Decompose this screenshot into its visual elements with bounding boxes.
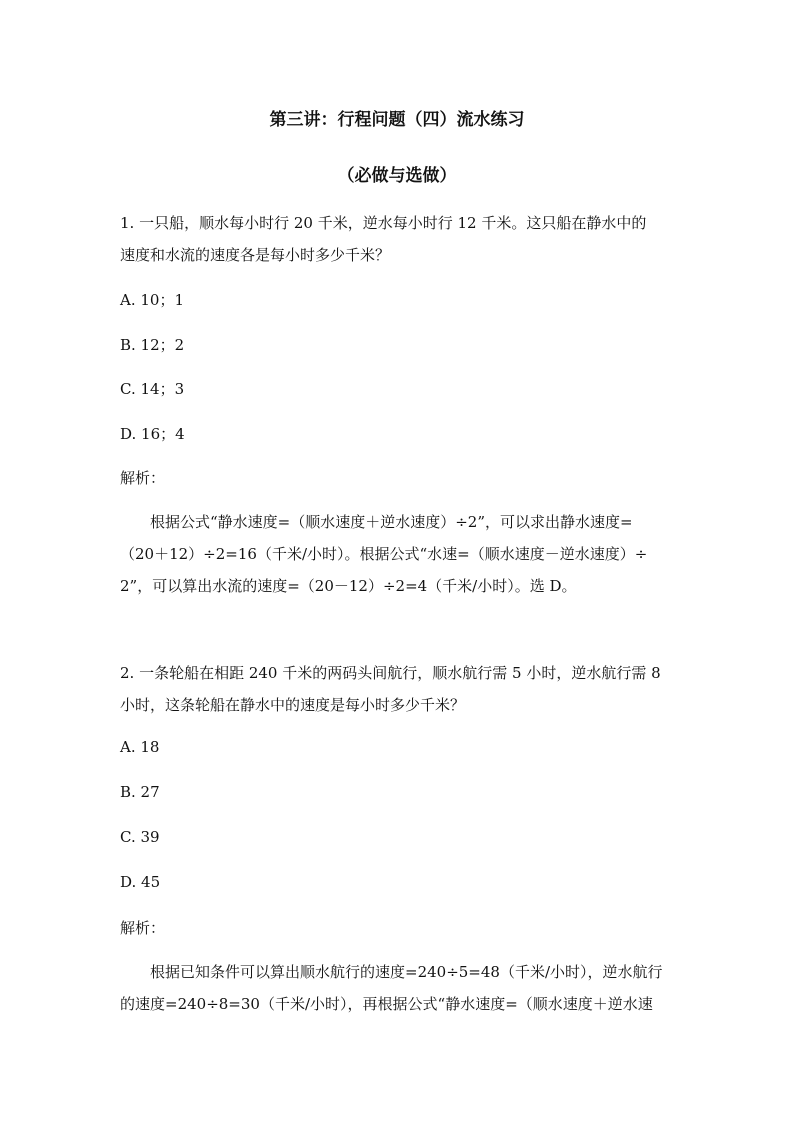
q1-option-d: D. 16；4 <box>120 425 185 443</box>
q2-option-d: D. 45 <box>120 873 161 891</box>
q2-analysis-label: 解析： <box>120 919 166 937</box>
q1-analysis-label: 解析： <box>120 469 166 487</box>
page-title: 第三讲：行程问题（四）流水练习 <box>269 110 525 130</box>
page-subtitle: （必做与选做） <box>337 166 457 186</box>
q1-option-a: A. 10；1 <box>120 291 184 309</box>
q2-stem-line1: 2. 一条轮船在相距 240 千米的两码头间航行，顺水航行需 5 小时，逆水航行需 8 <box>120 664 661 682</box>
q2-analysis-line1: 根据已知条件可以算出顺水航行的速度=240÷5=48（千米/小时），逆水航行 <box>150 963 663 981</box>
q1-stem-line2: 速度和水流的速度各是每小时多少千米？ <box>120 246 391 264</box>
q1-analysis-line3: 2”，可以算出水流的速度=（20－12）÷2=4（千米/小时）。选 D。 <box>120 577 577 595</box>
q2-option-b: B. 27 <box>120 783 160 801</box>
q1-analysis-line2: （20＋12）÷2=16（千米/小时）。根据公式“水速=（顺水速度－逆水速度）÷ <box>120 545 648 563</box>
q2-stem-line2: 小时，这条轮船在静水中的速度是每小时多少千米？ <box>120 696 466 714</box>
q1-stem-line1: 1. 一只船，顺水每小时行 20 千米，逆水每小时行 12 千米。这只船在静水中的 <box>120 214 647 232</box>
q2-analysis-line2: 的速度=240÷8=30（千米/小时），再根据公式“静水速度=（顺水速度＋逆水速 <box>120 995 653 1013</box>
q1-option-b: B. 12；2 <box>120 336 185 354</box>
q2-option-a: A. 18 <box>120 738 160 756</box>
q1-analysis-line1: 根据公式“静水速度=（顺水速度＋逆水速度）÷2”，可以求出静水速度= <box>150 513 633 531</box>
q1-option-c: C. 14；3 <box>120 380 185 398</box>
q2-option-c: C. 39 <box>120 828 160 846</box>
